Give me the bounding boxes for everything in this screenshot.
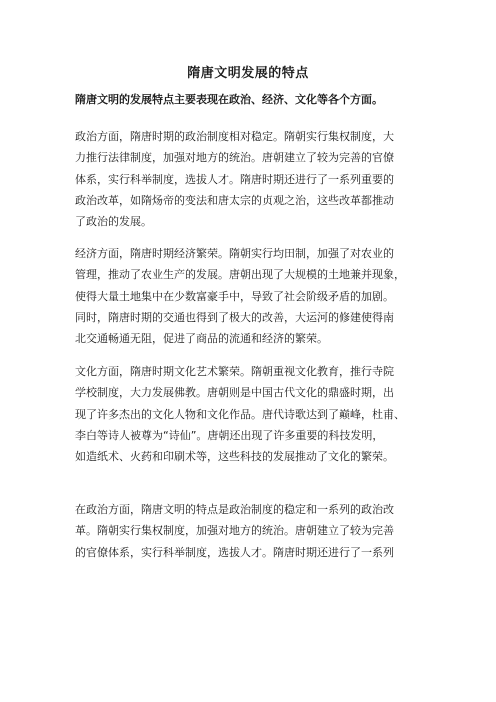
paragraph-line: 如造纸术、火药和印刷术等，这些科技的发展推动了文化的繁荣。 bbox=[75, 450, 394, 464]
paragraph-line: 政治改革，如隋炀帝的变法和唐太宗的贞观之治，这些改革都推动 bbox=[75, 193, 394, 207]
paragraph-line: 了政治的发展。 bbox=[75, 215, 152, 229]
paragraph-culture bbox=[75, 361, 435, 467]
paragraph-line: 体系，实行科举制度，选拔人才。隋唐时期还进行了一系列重要的 bbox=[75, 172, 394, 186]
paragraph-politics bbox=[75, 126, 435, 232]
paragraph-line: 北交通畅通无阻，促进了商品的流通和经济的繁荣。 bbox=[75, 332, 328, 346]
paragraph-line: 力推行法律制度，加强对地方的统治。唐朝建立了较为完善的官僚 bbox=[75, 151, 394, 165]
paragraph-line: 政治方面，隋唐时期的政治制度相对稳定。隋朝实行集权制度，大 bbox=[75, 130, 394, 143]
paragraph-line: 革。隋朝实行集权制度，加强对地方的统治。唐朝建立了较为完善 bbox=[75, 524, 394, 538]
paragraph-line: 李白等诗人被尊为“诗仙”。唐朝还出现了许多重要的科技发明， bbox=[75, 428, 384, 442]
paragraph-line: 学校制度，大力发展佛教。唐朝则是中国古代文化的鼎盛时期，出 bbox=[75, 386, 394, 400]
paragraph-line: 同时，隋唐时期的交通也得到了极大的改善，大运河的修建使得南 bbox=[75, 310, 394, 324]
paragraph-line: 的官僚体系，实行科举制度，选拔人才。隋唐时期还进行了一系列 bbox=[75, 545, 394, 559]
paragraph-economy bbox=[75, 243, 435, 349]
document-title: 隋唐文明发展的特点 bbox=[187, 66, 309, 81]
paragraph-line: 现了许多杰出的文化人物和文化作品。唐代诗歌达到了巅峰，杜甫、 bbox=[75, 407, 405, 421]
paragraph-line: 使得大量土地集中在少数富豪手中，导致了社会阶级矛盾的加剧。 bbox=[75, 289, 394, 303]
paragraph-line: 文化方面，隋唐时期文化艺术繁荣。隋朝重视文化教育，推行寺院 bbox=[75, 365, 394, 378]
paragraph-line: 管理，推动了农业生产的发展。唐朝出现了大规模的土地兼并现象， bbox=[75, 268, 405, 282]
paragraph-politics-summary bbox=[75, 499, 435, 563]
paragraph-line: 经济方面，隋唐时期经济繁荣。隋朝实行均田制，加强了对农业的 bbox=[75, 247, 394, 260]
intro-paragraph: 隋唐文明的发展特点主要表现在政治、经济、文化等各个方面。 bbox=[75, 93, 383, 106]
paragraph-line: 在政治方面，隋唐文明的特点是政治制度的稳定和一系列的政治改 bbox=[75, 503, 394, 516]
